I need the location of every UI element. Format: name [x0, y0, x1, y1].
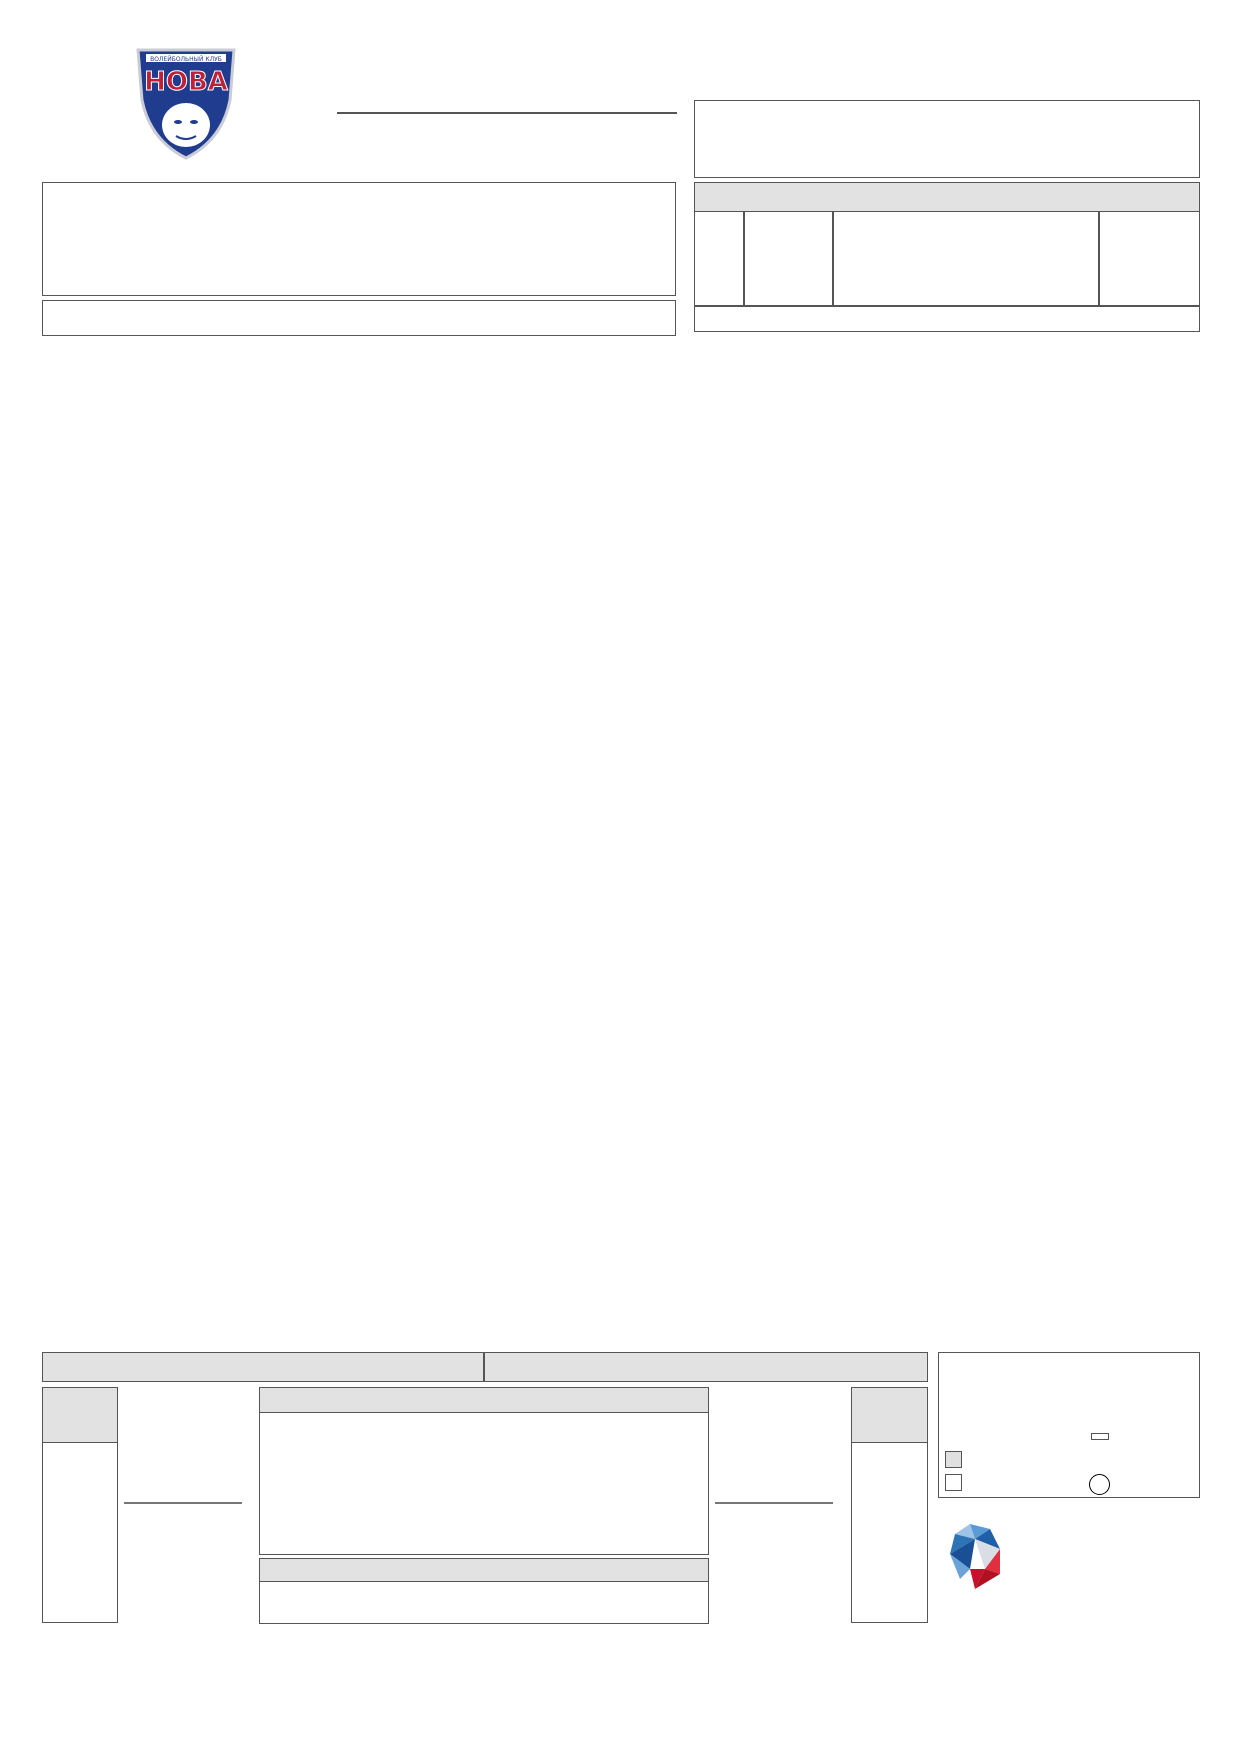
svg-text:НОВА: НОВА	[144, 67, 228, 97]
attack-after-defense-box	[259, 1558, 709, 1624]
summary-team-b-bar	[484, 1352, 928, 1382]
referees-box	[42, 300, 676, 336]
substitution-icon	[1091, 1433, 1109, 1440]
rotation-table-b	[851, 1387, 928, 1623]
header-divider	[337, 112, 677, 114]
sets-score-table	[694, 182, 1200, 332]
team-stats-nova	[42, 348, 1200, 840]
starting-position-icon	[945, 1451, 962, 1468]
match-info-box	[42, 182, 676, 296]
result-box	[694, 100, 1200, 178]
attack-after-reception-box	[259, 1387, 709, 1555]
first-serve-circle-icon	[1089, 1474, 1110, 1495]
rotation-table-a	[42, 1387, 118, 1623]
club-logo	[132, 40, 240, 160]
legend-box	[938, 1352, 1200, 1498]
federation-ball-icon	[945, 1524, 1005, 1594]
attack-after-defense-title	[260, 1559, 708, 1582]
federation-logo	[945, 1520, 1195, 1610]
setter-icon	[945, 1474, 962, 1491]
svg-text:ВОЛЕЙБОЛЬНЫЙ КЛУБ: ВОЛЕЙБОЛЬНЫЙ КЛУБ	[150, 56, 222, 63]
reception-serve-summary-b	[715, 1395, 845, 1615]
attack-after-reception-title	[260, 1388, 708, 1413]
team-stats-fakel	[42, 848, 1200, 1342]
summary-team-a-bar	[42, 1352, 484, 1382]
nova-logo-icon	[132, 40, 240, 160]
